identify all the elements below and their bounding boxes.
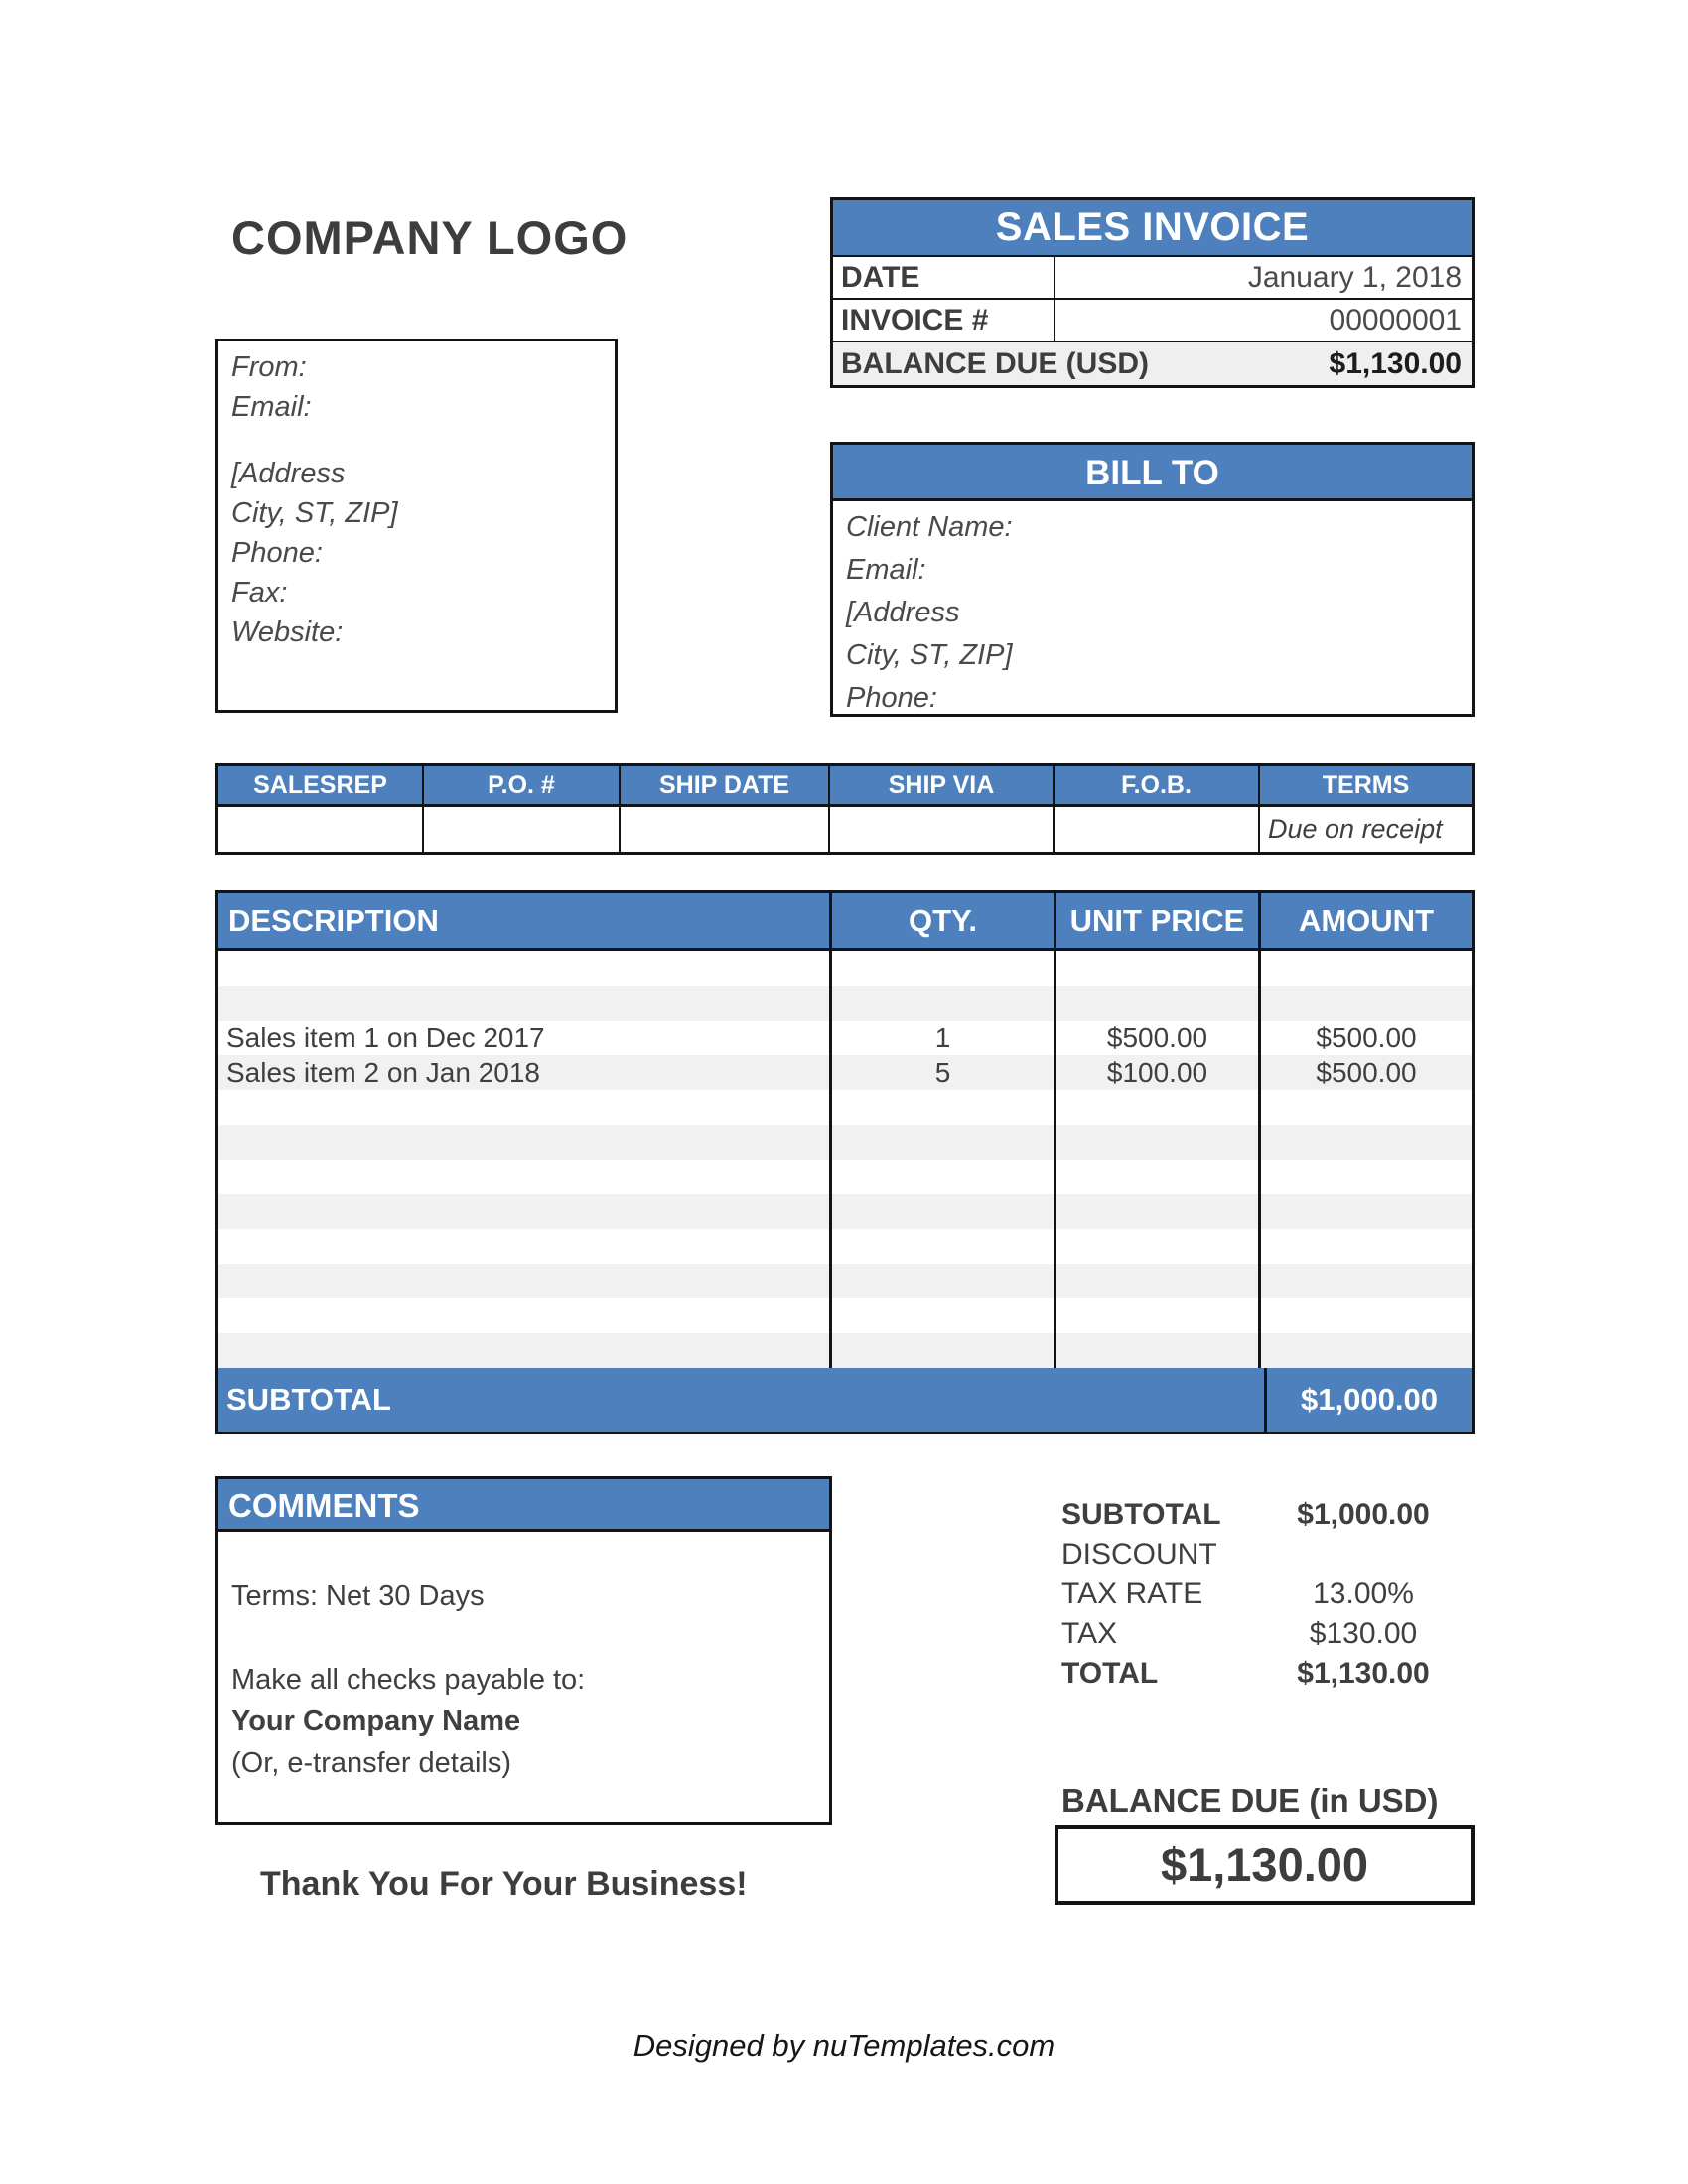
- item-amount-cell: [1258, 1125, 1472, 1160]
- bill-to-line: Email:: [846, 554, 926, 586]
- invoice-meta-row: [833, 255, 1472, 298]
- bill-to-line: City, ST, ZIP]: [846, 639, 1013, 671]
- invoice-meta-value: 00000001: [1329, 303, 1462, 337]
- from-line: [Address: [231, 458, 346, 489]
- subtotal-label: SUBTOTAL: [226, 1382, 391, 1417]
- from-line: Website:: [231, 616, 344, 648]
- balance-due-value: $1,130.00: [1329, 346, 1462, 380]
- line-items-table: [215, 890, 1475, 1434]
- item-row: [218, 986, 1472, 1021]
- bill-to-body: [833, 501, 1472, 714]
- item-description-cell: [218, 951, 829, 986]
- subtotal-row: [218, 1368, 1472, 1432]
- item-description-cell: [218, 1090, 829, 1125]
- item-qty-cell: [829, 1264, 1054, 1298]
- shipping-data-row: [218, 807, 1472, 852]
- item-row: [218, 1264, 1472, 1298]
- totals-label: SUBTOTAL: [1061, 1498, 1221, 1531]
- item-qty-cell: 5: [829, 1055, 1054, 1090]
- item-amount-cell: $500.00: [1258, 1021, 1472, 1055]
- bill-to-title: BILL TO: [833, 445, 1472, 501]
- items-header-description: DESCRIPTION: [228, 902, 439, 938]
- items-header-row: [218, 893, 1472, 951]
- invoice-meta-value: January 1, 2018: [1247, 260, 1462, 294]
- item-description-cell: [218, 1229, 829, 1264]
- totals-label: TAX: [1061, 1617, 1118, 1650]
- totals-row: [1061, 1535, 1456, 1574]
- totals-row: [1061, 1495, 1456, 1535]
- totals-label: TAX RATE: [1061, 1577, 1203, 1610]
- item-unit-price-cell: [1054, 1229, 1258, 1264]
- comments-title: COMMENTS: [218, 1479, 829, 1532]
- item-unit-price-cell: [1054, 1125, 1258, 1160]
- totals-row: [1061, 1654, 1456, 1694]
- totals-row: [1061, 1614, 1456, 1654]
- item-amount-cell: [1258, 1160, 1472, 1194]
- invoice-meta-rows: [833, 255, 1472, 341]
- item-amount-cell: [1258, 1090, 1472, 1125]
- comments-line: (Or, e-transfer details): [231, 1747, 512, 1779]
- terms-value-cell: Due on receipt: [1268, 814, 1443, 844]
- from-box: [215, 339, 618, 713]
- invoice-title: SALES INVOICE: [833, 200, 1472, 255]
- invoice-meta-row: [833, 298, 1472, 341]
- from-line: From:: [231, 351, 307, 383]
- company-logo: COMPANY LOGO: [231, 211, 629, 264]
- item-amount-cell: [1258, 951, 1472, 986]
- shipping-value-cell: [218, 807, 424, 852]
- totals-label: TOTAL: [1061, 1657, 1159, 1690]
- item-row: [218, 1229, 1472, 1264]
- item-description-cell: [218, 1160, 829, 1194]
- item-amount-cell: [1258, 986, 1472, 1021]
- item-row: [218, 1055, 1472, 1090]
- shipping-info-table: [215, 763, 1475, 855]
- totals-value: 13.00%: [1313, 1577, 1414, 1610]
- shipping-value-cell: [1055, 807, 1260, 852]
- item-unit-price-cell: [1054, 1298, 1258, 1333]
- invoice-meta-label: DATE: [833, 257, 1055, 298]
- from-line: City, ST, ZIP]: [231, 497, 398, 529]
- items-header-qty: QTY.: [829, 893, 1054, 948]
- shipping-header-cell: SALESREP: [218, 766, 424, 804]
- item-description-cell: Sales item 1 on Dec 2017: [226, 1022, 545, 1053]
- item-amount-cell: [1258, 1264, 1472, 1298]
- comments-body: [218, 1532, 829, 1784]
- items-header-unit-price: UNIT PRICE: [1054, 893, 1258, 948]
- totals-summary: [1061, 1495, 1456, 1694]
- item-row: [218, 951, 1472, 986]
- item-qty-cell: [829, 951, 1054, 986]
- item-qty-cell: [829, 986, 1054, 1021]
- item-unit-price-cell: [1054, 1264, 1258, 1298]
- shipping-header-cell: F.O.B.: [1055, 766, 1260, 804]
- item-amount-cell: [1258, 1194, 1472, 1229]
- footer-credit: Designed by nuTemplates.com: [633, 2028, 1055, 2063]
- item-qty-cell: [829, 1333, 1054, 1368]
- item-row: [218, 1298, 1472, 1333]
- item-qty-cell: [829, 1160, 1054, 1194]
- item-description-cell: [218, 1125, 829, 1160]
- item-row: [218, 1194, 1472, 1229]
- totals-value: $130.00: [1309, 1617, 1418, 1650]
- bill-to-line: Phone:: [846, 682, 937, 714]
- item-amount-cell: [1258, 1229, 1472, 1264]
- totals-value: $1,000.00: [1297, 1498, 1430, 1531]
- item-amount-cell: [1258, 1333, 1472, 1368]
- item-unit-price-cell: [1054, 1194, 1258, 1229]
- totals-label: DISCOUNT: [1061, 1538, 1217, 1570]
- item-row: [218, 1333, 1472, 1368]
- balance-due-usd-label: BALANCE DUE (in USD): [1061, 1782, 1439, 1819]
- item-description-cell: [218, 1264, 829, 1298]
- item-row: [218, 1090, 1472, 1125]
- item-unit-price-cell: $100.00: [1054, 1055, 1258, 1090]
- shipping-header-row: [218, 766, 1472, 807]
- invoice-header-box: [830, 197, 1475, 388]
- item-row: [218, 1160, 1472, 1194]
- totals-value: $1,130.00: [1297, 1657, 1430, 1690]
- from-line: Fax:: [231, 577, 288, 609]
- item-description-cell: [218, 1194, 829, 1229]
- item-description-cell: Sales item 2 on Jan 2018: [226, 1056, 540, 1088]
- item-row: [218, 1125, 1472, 1160]
- item-unit-price-cell: [1054, 951, 1258, 986]
- item-amount-cell: $500.00: [1258, 1055, 1472, 1090]
- item-description-cell: [218, 986, 829, 1021]
- item-description-cell: [218, 1298, 829, 1333]
- shipping-value-cell: [830, 807, 1055, 852]
- item-amount-cell: [1258, 1298, 1472, 1333]
- comments-line: Make all checks payable to:: [231, 1664, 586, 1696]
- item-unit-price-cell: [1054, 1090, 1258, 1125]
- item-qty-cell: [829, 1229, 1054, 1264]
- shipping-header-cell: TERMS: [1260, 766, 1472, 804]
- bill-to-line: Client Name:: [846, 511, 1013, 543]
- shipping-value-cell: [621, 807, 830, 852]
- item-unit-price-cell: [1054, 1333, 1258, 1368]
- item-unit-price-cell: [1054, 986, 1258, 1021]
- balance-due-row: [833, 341, 1472, 385]
- comments-line: Terms: Net 30 Days: [231, 1580, 485, 1612]
- balance-due-usd-value: $1,130.00: [1160, 1839, 1369, 1891]
- balance-due-usd-box: [1055, 1825, 1475, 1905]
- balance-due-label: BALANCE DUE (USD): [841, 346, 1149, 380]
- totals-row: [1061, 1574, 1456, 1614]
- item-qty-cell: [829, 1194, 1054, 1229]
- item-qty-cell: [829, 1125, 1054, 1160]
- thank-you-note: Thank You For Your Business!: [260, 1865, 748, 1903]
- item-qty-cell: 1: [829, 1021, 1054, 1055]
- from-line: Phone:: [231, 537, 323, 569]
- item-unit-price-cell: [1054, 1160, 1258, 1194]
- shipping-header-cell: P.O. #: [424, 766, 621, 804]
- subtotal-value: $1,000.00: [1264, 1368, 1472, 1432]
- item-qty-cell: [829, 1090, 1054, 1125]
- invoice-meta-label: INVOICE #: [833, 300, 1055, 341]
- item-unit-price-cell: $500.00: [1054, 1021, 1258, 1055]
- item-description-cell: [218, 1333, 829, 1368]
- item-row: [218, 1021, 1472, 1055]
- comments-line: Your Company Name: [231, 1706, 521, 1737]
- shipping-header-cell: SHIP VIA: [830, 766, 1055, 804]
- items-header-amount: AMOUNT: [1258, 893, 1472, 948]
- shipping-header-cell: SHIP DATE: [621, 766, 830, 804]
- bill-to-box: [830, 442, 1475, 717]
- bill-to-line: [Address: [846, 597, 960, 628]
- items-body: [218, 951, 1472, 1368]
- from-line: Email:: [231, 391, 312, 423]
- shipping-value-cell: [424, 807, 621, 852]
- item-qty-cell: [829, 1298, 1054, 1333]
- comments-box: [215, 1476, 832, 1825]
